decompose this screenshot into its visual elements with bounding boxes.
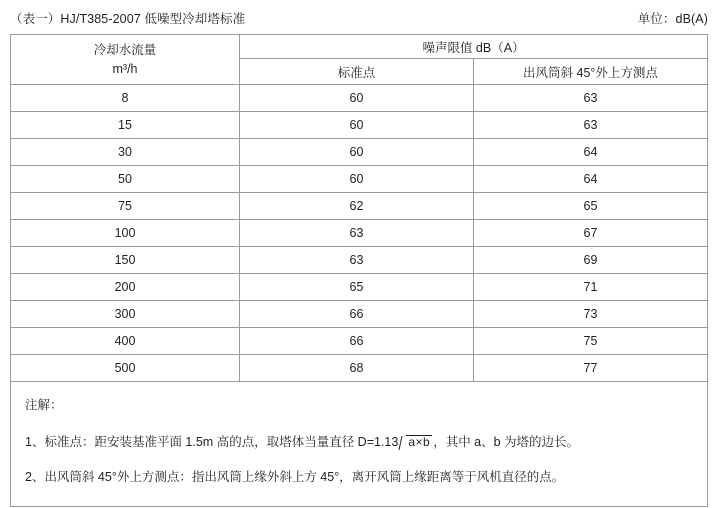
cell-outlet: 75 bbox=[474, 328, 708, 355]
note-1-text-post: ，其中 a、b 为塔的边长。 bbox=[433, 434, 580, 449]
cell-standard: 62 bbox=[240, 193, 474, 220]
cell-flow: 400 bbox=[11, 328, 240, 355]
table-row bbox=[11, 85, 708, 112]
note-1-text-pre: 1、标准点：距安装基准平面 1.5m 高的点，取塔体当量直径 D=1.13 bbox=[25, 434, 399, 449]
cell-standard: 65 bbox=[240, 274, 474, 301]
note-1-radicand: a×b bbox=[408, 434, 431, 449]
cell-standard: 63 bbox=[240, 220, 474, 247]
table-row bbox=[11, 193, 708, 220]
header-outlet-point: 出风筒斜 45°外上方测点 bbox=[474, 59, 708, 85]
cell-flow: 150 bbox=[11, 247, 240, 274]
square-root-icon bbox=[399, 433, 432, 452]
cell-standard: 60 bbox=[240, 166, 474, 193]
cell-standard: 68 bbox=[240, 355, 474, 382]
table-row bbox=[11, 274, 708, 301]
cell-standard: 63 bbox=[240, 247, 474, 274]
header-flow-rate-line1: 冷却水流量 bbox=[93, 43, 157, 58]
header-flow-rate bbox=[11, 35, 240, 85]
header-standard-point: 标准点 bbox=[240, 59, 474, 85]
cell-outlet: 65 bbox=[474, 193, 708, 220]
cell-flow: 30 bbox=[11, 139, 240, 166]
table-row bbox=[11, 247, 708, 274]
note-item-1 bbox=[25, 433, 693, 452]
cell-flow: 500 bbox=[11, 355, 240, 382]
cell-standard: 66 bbox=[240, 328, 474, 355]
cell-outlet: 67 bbox=[474, 220, 708, 247]
table-row bbox=[11, 166, 708, 193]
table-row bbox=[11, 220, 708, 247]
cell-outlet: 64 bbox=[474, 166, 708, 193]
noise-standard-table-wrapper bbox=[10, 34, 708, 507]
unit-label: 单位：dB(A) bbox=[637, 12, 708, 26]
cell-standard: 60 bbox=[240, 112, 474, 139]
cell-outlet: 69 bbox=[474, 247, 708, 274]
cell-flow: 8 bbox=[11, 85, 240, 112]
cell-flow: 300 bbox=[11, 301, 240, 328]
cell-standard: 66 bbox=[240, 301, 474, 328]
cell-outlet: 73 bbox=[474, 301, 708, 328]
note-item-2: 2、出风筒斜 45°外上方测点：指出风筒上缘外斜上方 45°，离开风筒上缘距离等于风机直径的点。 bbox=[25, 469, 565, 484]
cell-outlet: 77 bbox=[474, 355, 708, 382]
header-flow-rate-line2: m³/h bbox=[112, 61, 138, 76]
cell-flow: 200 bbox=[11, 274, 240, 301]
table-header-row-1 bbox=[11, 35, 708, 59]
notes-title: 注解： bbox=[25, 398, 63, 412]
table-row bbox=[11, 112, 708, 139]
document-header bbox=[10, 9, 708, 27]
cell-flow: 50 bbox=[11, 166, 240, 193]
table-row bbox=[11, 139, 708, 166]
cell-flow: 75 bbox=[11, 193, 240, 220]
cell-outlet: 63 bbox=[474, 112, 708, 139]
cell-standard: 60 bbox=[240, 139, 474, 166]
cell-outlet: 64 bbox=[474, 139, 708, 166]
table-row bbox=[11, 301, 708, 328]
cell-outlet: 63 bbox=[474, 85, 708, 112]
cell-standard: 60 bbox=[240, 85, 474, 112]
notes-section bbox=[10, 382, 708, 507]
noise-standard-table bbox=[10, 34, 708, 382]
cell-outlet: 71 bbox=[474, 274, 708, 301]
page-title: （表一）HJ/T385-2007 低噪型冷却塔标准 bbox=[10, 12, 246, 26]
header-noise-limit: 噪声限值 dB（A） bbox=[240, 35, 708, 59]
cell-flow: 15 bbox=[11, 112, 240, 139]
table-row bbox=[11, 328, 708, 355]
cell-flow: 100 bbox=[11, 220, 240, 247]
table-row bbox=[11, 355, 708, 382]
